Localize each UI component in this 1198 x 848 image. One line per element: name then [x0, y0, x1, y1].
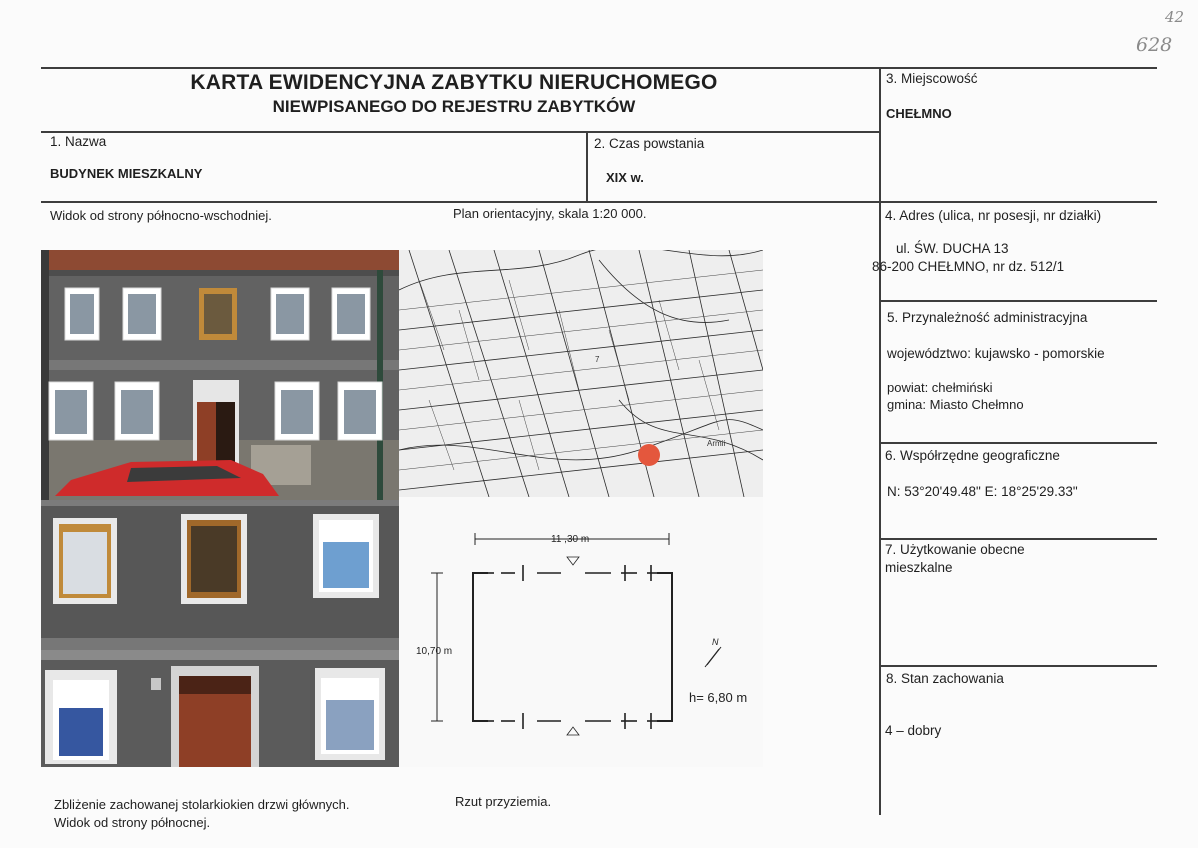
- right-divider-2: [880, 442, 1157, 444]
- locality-label: 3. Miejscowość: [886, 71, 978, 86]
- column-divider: [879, 67, 881, 815]
- location-marker: [638, 444, 660, 466]
- facade-photo: [41, 250, 399, 767]
- name-value: BUDYNEK MIESZKALNY: [50, 166, 203, 181]
- plan-width-label: 11 ,30 m: [551, 534, 590, 545]
- top-border: [41, 67, 1157, 69]
- handwritten-number: 628: [1136, 34, 1173, 56]
- card-title: KARTA EWIDENCYJNA ZABYTKU NIERUCHOMEGO: [190, 71, 718, 94]
- north-arrow-icon: N: [712, 637, 719, 647]
- right-divider-4: [880, 665, 1157, 667]
- admin-county: powiat: chełmiński: [887, 380, 993, 395]
- time-value: XIX w.: [606, 170, 644, 185]
- name-label: 1. Nazwa: [50, 134, 107, 149]
- time-label: 2. Czas powstania: [594, 136, 705, 151]
- address-label: 4. Adres (ulica, nr posesji, nr działki): [885, 208, 1102, 223]
- locality-value: CHEŁMNO: [886, 106, 952, 121]
- caption-northeast-view: Widok od strony północno-wschodniej.: [50, 208, 272, 223]
- right-divider-3: [880, 538, 1157, 540]
- plan-height-label: h= 6,80 m: [689, 690, 748, 705]
- section-divider: [41, 201, 1157, 203]
- card-subtitle: NIEWPISANEGO DO REJESTRU ZABYTKÓW: [272, 97, 636, 116]
- admin-commune: gmina: Miasto Chełmno: [887, 397, 1024, 412]
- admin-voivodeship: województwo: kujawsko - pomorskie: [887, 346, 1105, 361]
- plan-drawing: [399, 497, 763, 767]
- roof: [41, 250, 399, 270]
- header-divider: [41, 131, 880, 133]
- right-divider-1: [880, 300, 1157, 302]
- coords-label: 6. Współrzędne geograficzne: [885, 448, 1060, 463]
- usage-value: mieszkalne: [885, 560, 953, 575]
- ground-plan: [399, 497, 763, 767]
- caption-closeup: Zbliżenie zachowanej stolarkiokien drzwi głównych.: [54, 797, 350, 812]
- address-street: ul. ŚW. DUCHA 13: [896, 241, 1009, 256]
- caption-ground-plan: Rzut przyziemia.: [455, 794, 552, 809]
- caption-north-view: Widok od strony północnej.: [54, 815, 211, 830]
- usage-label: 7. Użytkowanie obecne: [885, 542, 1025, 557]
- address-city: 86-200 CHEŁMNO, nr dz. 512/1: [872, 259, 1065, 274]
- orientation-map: [399, 250, 763, 497]
- map-street-label: Armii: [707, 439, 726, 448]
- map-drawing: [399, 250, 763, 497]
- handwritten-note: 42: [1165, 8, 1185, 26]
- name-time-divider: [586, 131, 588, 202]
- condition-value: 4 – dobry: [885, 723, 942, 738]
- coords-value: N: 53°20'49.48" E: 18°25'29.33": [887, 484, 1078, 499]
- admin-label: 5. Przynależność administracyjna: [887, 310, 1088, 325]
- map-block-number: 7: [595, 355, 600, 364]
- condition-label: 8. Stan zachowania: [886, 671, 1004, 686]
- caption-map: Plan orientacyjny, skala 1:20 000.: [453, 206, 647, 221]
- plan-depth-label: 10,70 m: [416, 646, 453, 657]
